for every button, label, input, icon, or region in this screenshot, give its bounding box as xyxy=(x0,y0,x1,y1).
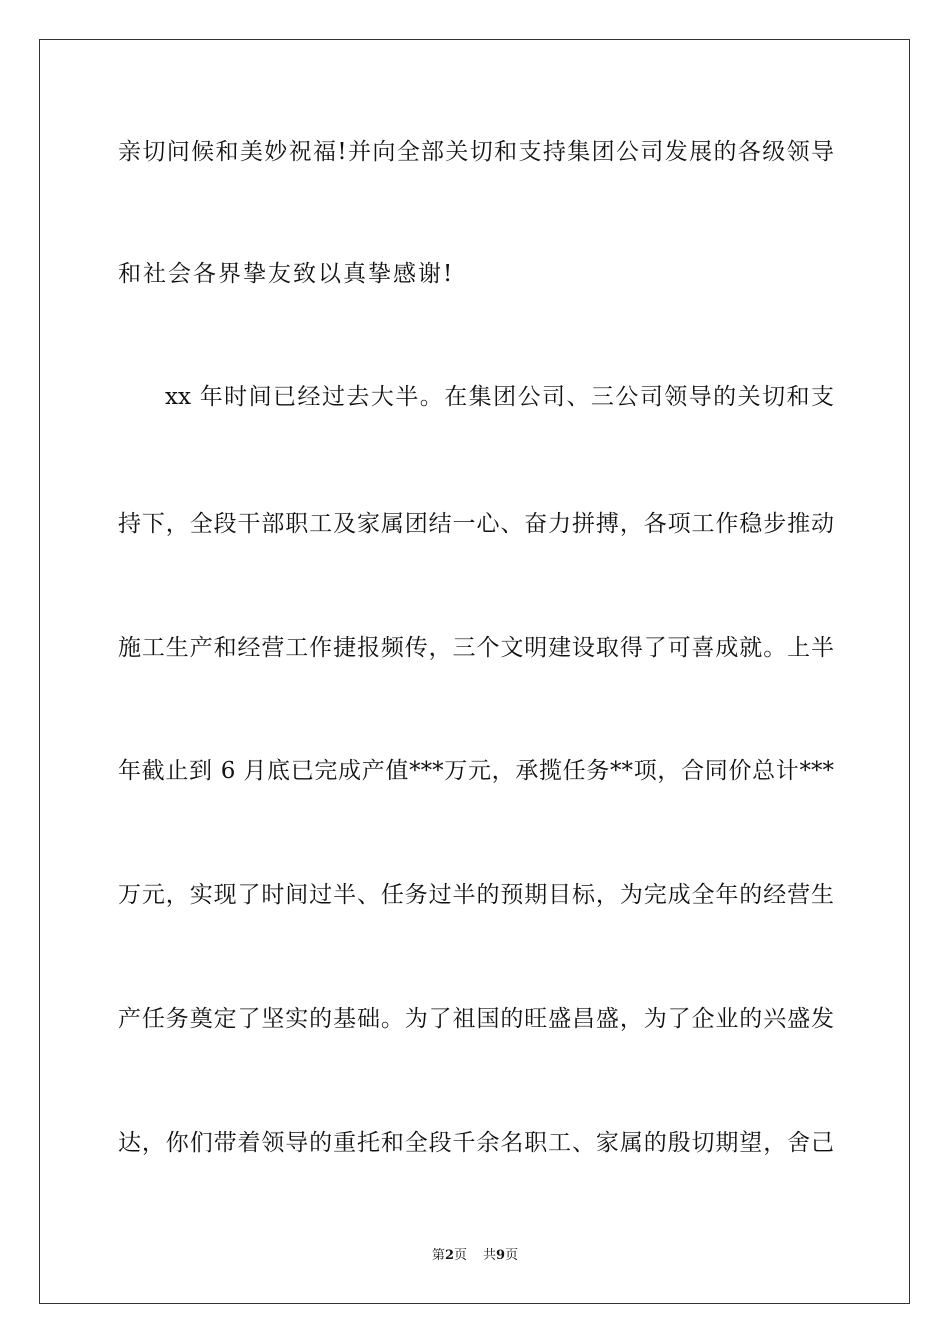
body-line-1: 亲切问候和美妙祝福!并向全部关切和支持集团公司发展的各级领导 xyxy=(118,139,834,165)
body-line-9: 达，你们带着领导的重托和全段千余名职工、家属的殷切期望，舍己 xyxy=(118,1130,834,1156)
total-suffix: 页 xyxy=(505,1248,519,1263)
body-line-4: 持下，全段干部职工及家属团结一心、奋力拼搏，各项工作稳步推动 xyxy=(118,511,834,537)
body-line-3: xx 年时间已经过去大半。在集团公司、三公司领导的关切和支 xyxy=(165,384,834,410)
body-line-6: 年截止到 6 月底已完成产值***万元，承揽任务**项，合同价总计*** xyxy=(118,758,834,784)
page-footer xyxy=(0,1247,950,1265)
body-line-8: 产任务奠定了坚实的基础。为了祖国的旺盛昌盛，为了企业的兴盛发 xyxy=(118,1006,834,1032)
page-suffix: 页 xyxy=(453,1248,467,1263)
body-line-7: 万元，实现了时间过半、任务过半的预期目标，为完成全年的经营生 xyxy=(118,882,834,908)
page-number: 2 xyxy=(444,1248,454,1263)
body-line-5: 施工生产和经营工作捷报频传，三个文明建设取得了可喜成就。上半 xyxy=(118,635,834,661)
body-line-2: 和社会各界挚友致以真挚感谢! xyxy=(118,261,455,287)
page-border xyxy=(39,39,910,1304)
total-prefix: 共 xyxy=(483,1248,497,1263)
page-prefix: 第 xyxy=(431,1248,445,1263)
total-pages: 9 xyxy=(496,1248,506,1263)
